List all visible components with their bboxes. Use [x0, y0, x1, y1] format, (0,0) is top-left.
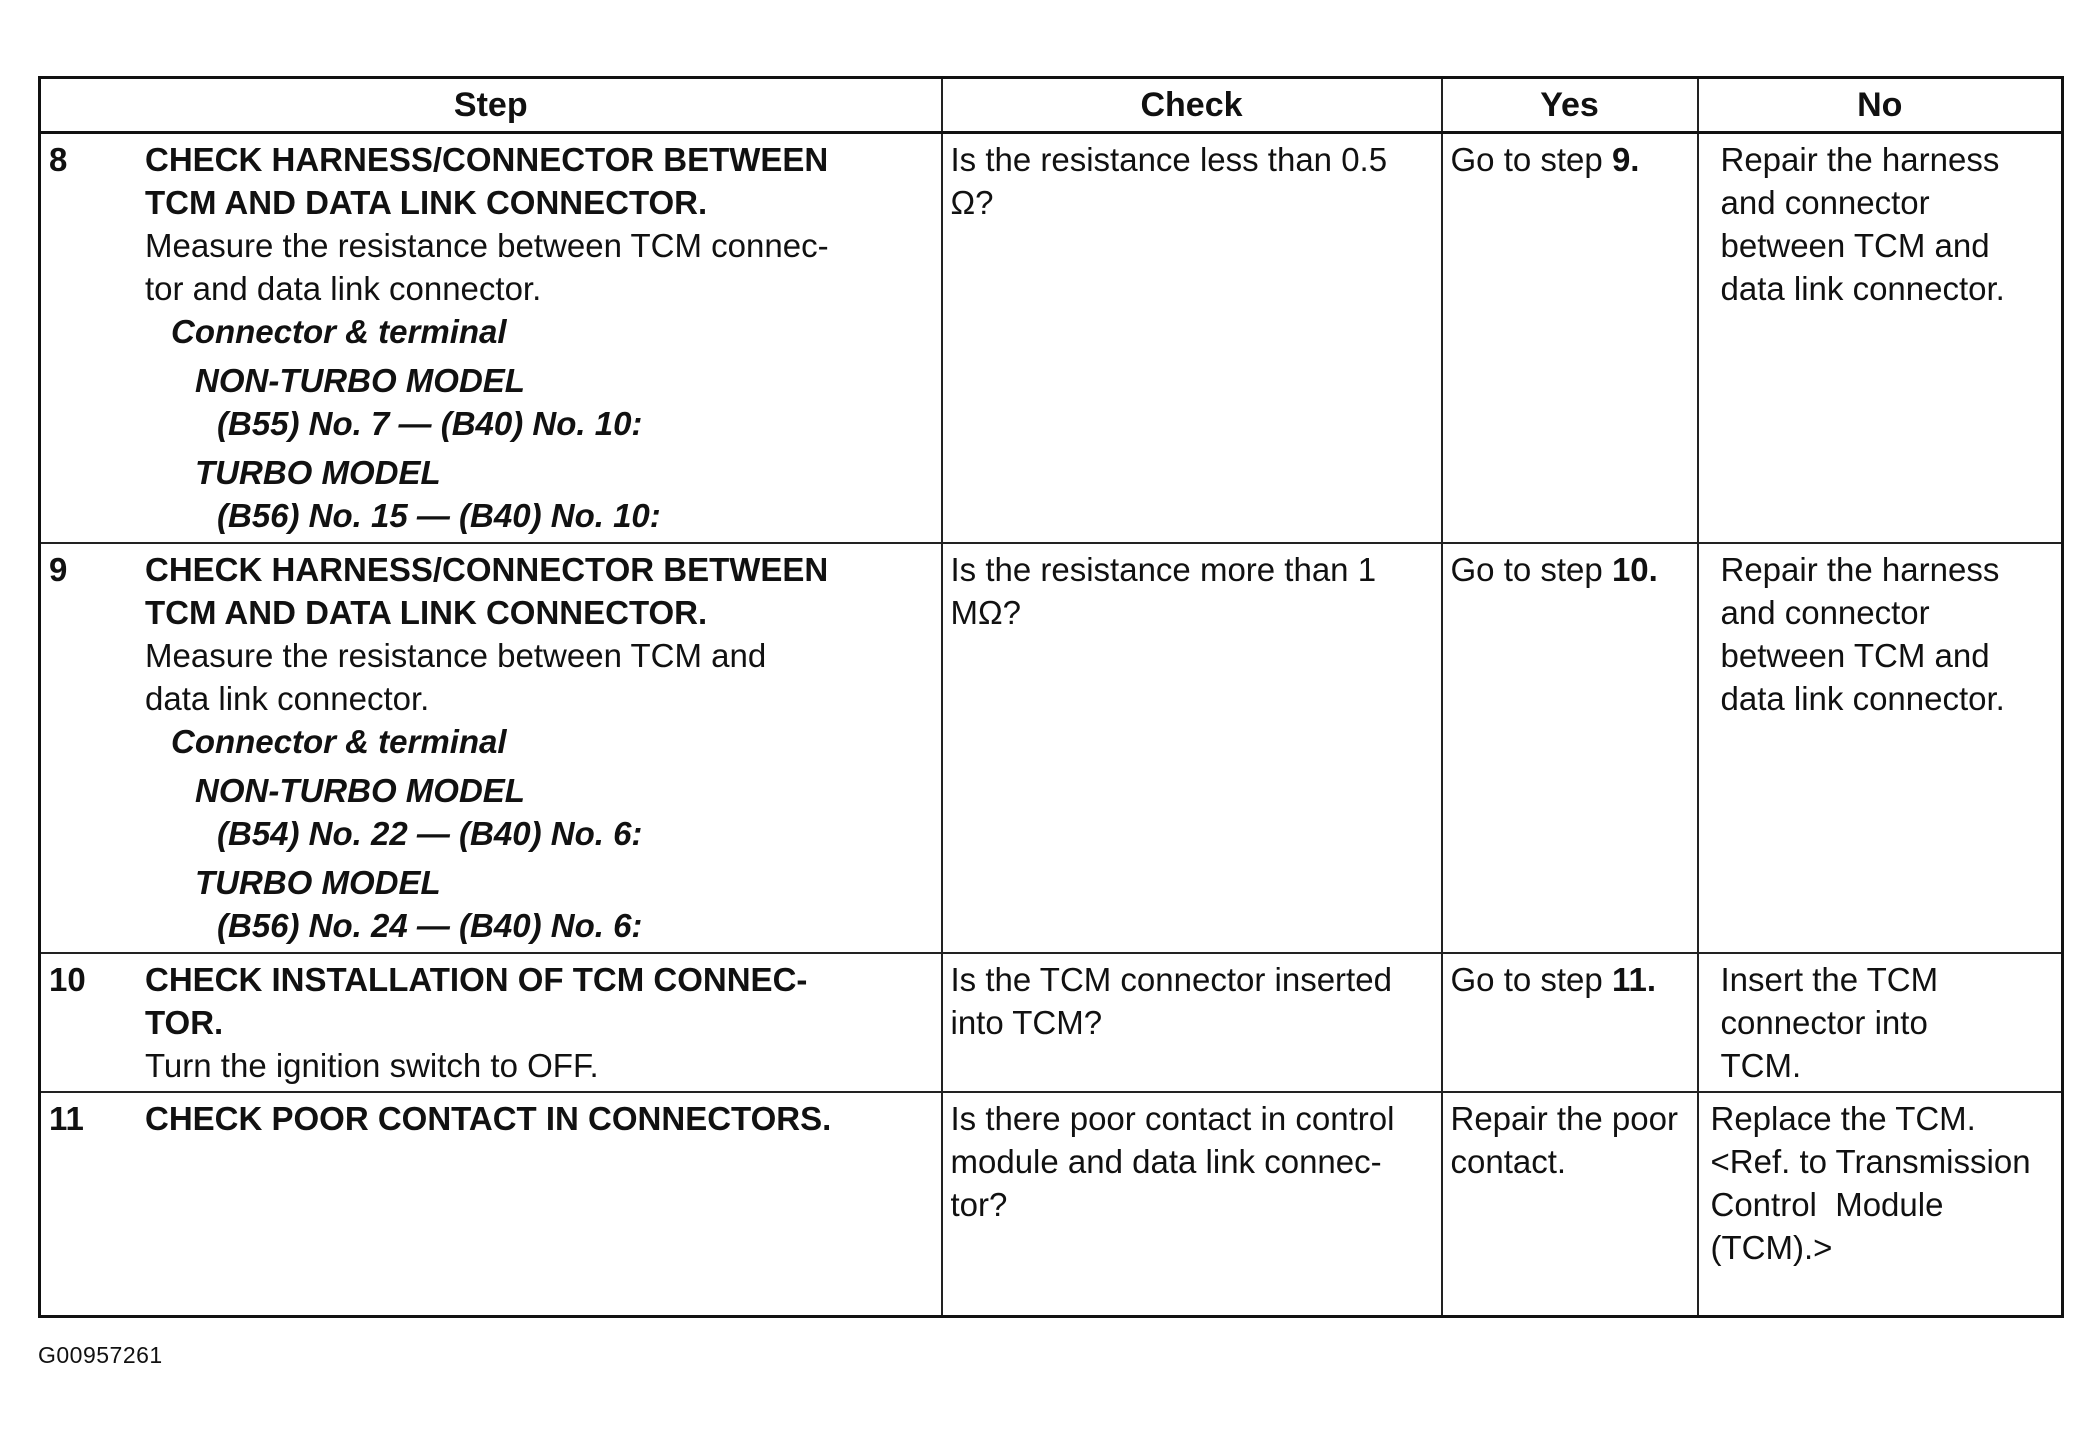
connector-heading: Connector & terminal [171, 722, 507, 760]
step-title-line: CHECK HARNESS/CONNECTOR BETWEEN [145, 141, 829, 178]
step-number: 11 [49, 1099, 84, 1137]
no-line: (TCM).> [1710, 1228, 1833, 1266]
yes-cell [1442, 953, 1698, 1092]
step-cell [40, 133, 942, 543]
table-row [40, 543, 2063, 953]
no-line: connector into [1720, 1003, 1928, 1041]
connector-heading: Connector & terminal [171, 313, 507, 350]
header-check: Check [942, 78, 1442, 133]
table-row [40, 133, 2063, 543]
yes-step-ref: 11. [1611, 960, 1656, 998]
table-header-row [40, 78, 2063, 133]
no-line: Replace the TCM. [1710, 1099, 1976, 1137]
yes-cell [1442, 1092, 1698, 1317]
step-title-line: CHECK INSTALLATION OF TCM CONNEC- [145, 960, 808, 998]
check-line: tor? [950, 1185, 1008, 1223]
check-line: Is the resistance less than 0.5 [950, 141, 1388, 178]
check-cell [942, 953, 1442, 1092]
check-cell [942, 543, 1442, 953]
step-number: 8 [49, 141, 68, 178]
model-name: NON-TURBO MODEL [195, 771, 525, 809]
yes-text: Go to step [1450, 141, 1612, 178]
step-instruction-line: tor and data link connector. [145, 270, 542, 307]
model-terminals: (B55) No. 7 — (B40) No. 10: [217, 405, 643, 442]
model-terminals: (B56) No. 24 — (B40) No. 6: [217, 906, 643, 944]
no-line: and connector [1720, 593, 1930, 631]
yes-text: Go to step [1450, 550, 1612, 588]
check-line: module and data link connec- [950, 1142, 1382, 1180]
table-row [40, 1092, 2063, 1317]
no-line: TCM. [1720, 1046, 1802, 1084]
header-step: Step [40, 78, 942, 133]
yes-line: contact. [1450, 1142, 1567, 1180]
no-cell [1698, 953, 2063, 1092]
yes-step-ref: 10. [1611, 550, 1658, 588]
yes-line: Repair the poor [1450, 1099, 1678, 1137]
step-number: 9 [49, 550, 68, 588]
yes-step-ref: 9. [1611, 141, 1640, 178]
diagnostic-table [38, 76, 2064, 1318]
model-name: TURBO MODEL [195, 863, 441, 901]
check-line: into TCM? [950, 1003, 1103, 1041]
step-title-line: CHECK POOR CONTACT IN CONNECTORS. [145, 1099, 832, 1137]
step-cell [40, 953, 942, 1092]
step-instruction-line: Measure the resistance between TCM connec- [145, 227, 829, 264]
table-row [40, 953, 2063, 1092]
check-line: Ω? [950, 184, 994, 221]
yes-cell [1442, 543, 1698, 953]
no-line: data link connector. [1720, 270, 2005, 307]
yes-cell [1442, 133, 1698, 543]
model-name: TURBO MODEL [195, 454, 441, 491]
model-name: NON-TURBO MODEL [195, 362, 525, 399]
no-line: <Ref. to Transmission [1710, 1142, 2031, 1180]
step-instruction-line: data link connector. [145, 679, 430, 717]
check-cell [942, 1092, 1442, 1317]
no-line: Control Module [1710, 1185, 1944, 1223]
check-line: Is the resistance more than 1 [950, 550, 1377, 588]
step-title-line: CHECK HARNESS/CONNECTOR BETWEEN [145, 550, 829, 588]
model-terminals: (B56) No. 15 — (B40) No. 10: [217, 497, 661, 534]
no-cell [1698, 543, 2063, 953]
step-instruction-line: Turn the ignition switch to OFF. [145, 1046, 599, 1084]
check-line: Is there poor contact in control [950, 1099, 1395, 1137]
no-line: between TCM and [1720, 227, 1990, 264]
check-cell [942, 133, 1442, 543]
step-title-line: TCM AND DATA LINK CONNECTOR. [145, 184, 708, 221]
no-line: data link connector. [1720, 679, 2005, 717]
header-yes: Yes [1442, 78, 1698, 133]
check-line: MΩ? [950, 593, 1022, 631]
no-line: and connector [1720, 184, 1930, 221]
no-line: Insert the TCM [1720, 960, 1939, 998]
model-terminals: (B54) No. 22 — (B40) No. 6: [217, 814, 643, 852]
yes-text: Go to step [1450, 960, 1612, 998]
check-line: Is the TCM connector inserted [950, 960, 1392, 998]
no-line: Repair the harness [1720, 550, 2000, 588]
no-cell [1698, 1092, 2063, 1317]
header-no: No [1698, 78, 2063, 133]
figure-id: G00957261 [38, 1342, 163, 1368]
no-line: Repair the harness [1720, 141, 2000, 178]
step-cell [40, 543, 942, 953]
step-title-line: TOR. [145, 1003, 224, 1041]
no-line: between TCM and [1720, 636, 1990, 674]
step-instruction-line: Measure the resistance between TCM and [145, 636, 767, 674]
step-number: 10 [49, 960, 86, 998]
step-cell [40, 1092, 942, 1317]
step-title-line: TCM AND DATA LINK CONNECTOR. [145, 593, 708, 631]
no-cell [1698, 133, 2063, 543]
